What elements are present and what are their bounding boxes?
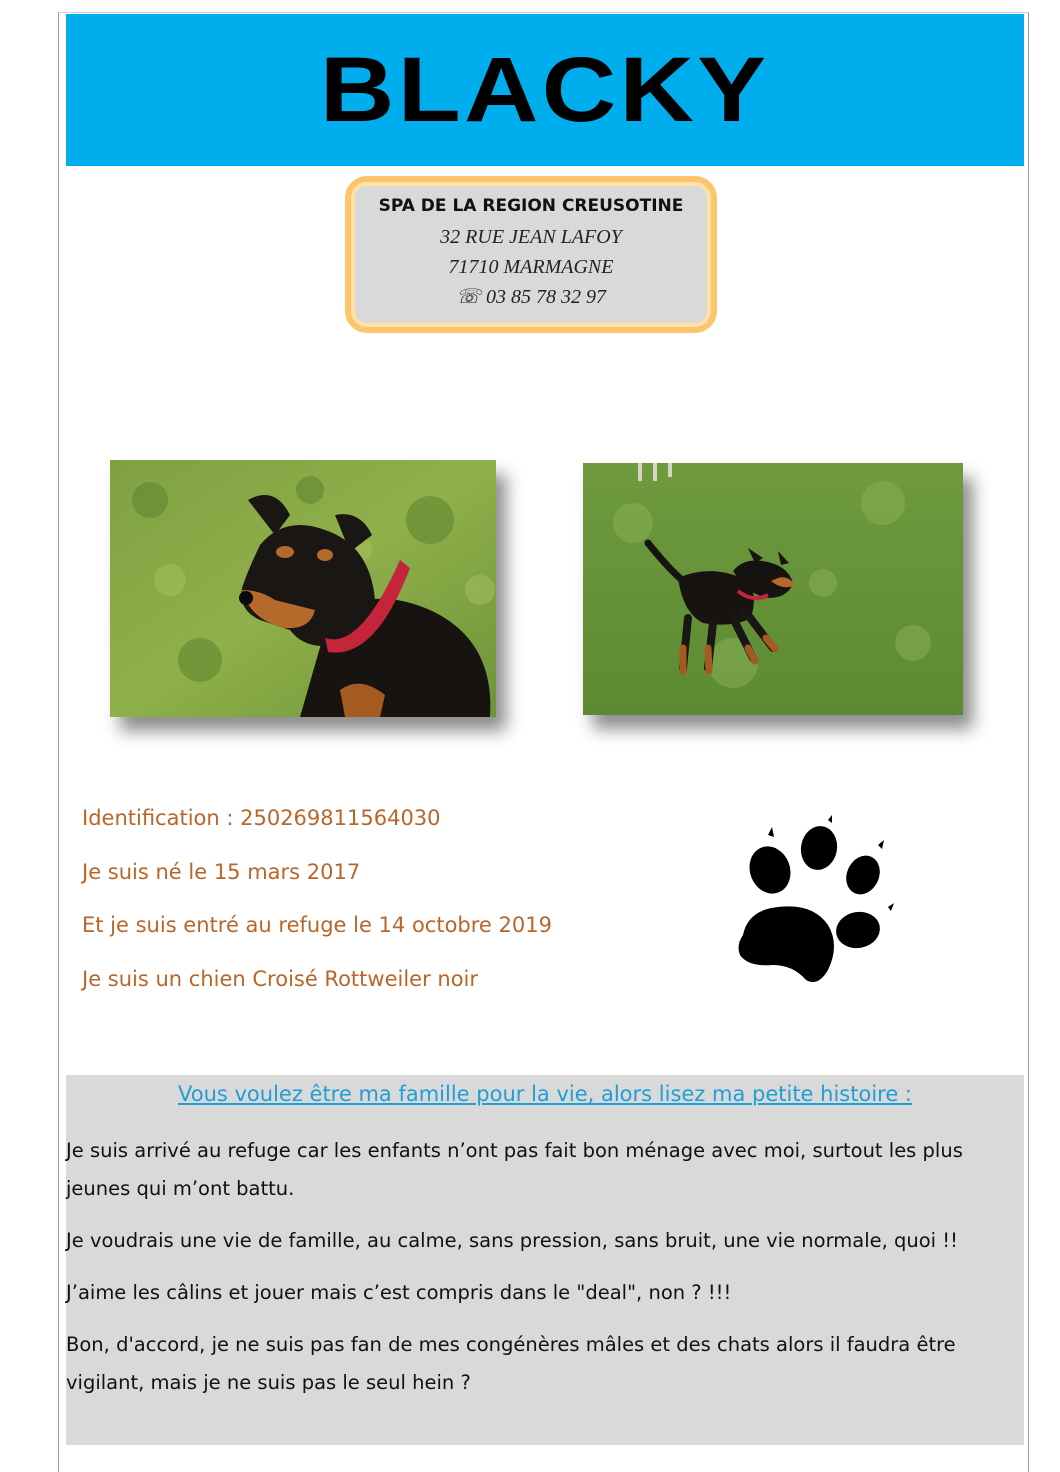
shelter-city: 71710 MARMAGNE	[448, 256, 614, 278]
shelter-entry-fact: Et je suis entré au refuge le 14 octobre 2019	[82, 913, 552, 937]
shelter-address-box	[345, 176, 717, 333]
dog-facts	[82, 803, 552, 1017]
shelter-phone: ☏ 03 85 78 32 97	[455, 286, 606, 308]
story-paragraph: J’aime les câlins et jouer mais c’est compris dans le "deal", non ? !!!	[66, 1281, 732, 1304]
birth-date-fact: Je suis né le 15 mars 2017	[82, 859, 361, 884]
breed-fact: Je suis un chien Croisé Rottweiler noir	[82, 966, 479, 991]
dog-portrait-photo	[110, 460, 496, 717]
story-section	[66, 1075, 1024, 1445]
story-heading-link[interactable]: Vous voulez être ma famille pour la vie, alors lisez ma petite histoire :	[177, 1082, 912, 1106]
dog-running-photo	[583, 463, 963, 715]
story-paragraph: Je suis arrivé au refuge car les enfants n’ont pas fait bon ménage avec moi, surtout les plus jeunes qui m’ont battu.	[66, 1139, 963, 1200]
dog-name-title: BLACKY	[320, 38, 770, 141]
identification-fact: Identification : 250269811564030	[82, 806, 441, 830]
shelter-name: SPA DE LA REGION CREUSOTINE	[378, 196, 684, 216]
title-banner	[66, 14, 1024, 166]
story-paragraph: Je voudrais une vie de famille, au calme, sans pression, sans bruit, une vie normale, quoi !!	[66, 1229, 958, 1252]
shelter-street: 32 RUE JEAN LAFOY	[440, 226, 622, 248]
paw-print-icon	[728, 815, 898, 990]
story-paragraph: Bon, d'accord, je ne suis pas fan de mes congénères mâles et des chats alors il faudra être vigilant, mais je ne suis pas le seul hein ?	[66, 1333, 956, 1394]
